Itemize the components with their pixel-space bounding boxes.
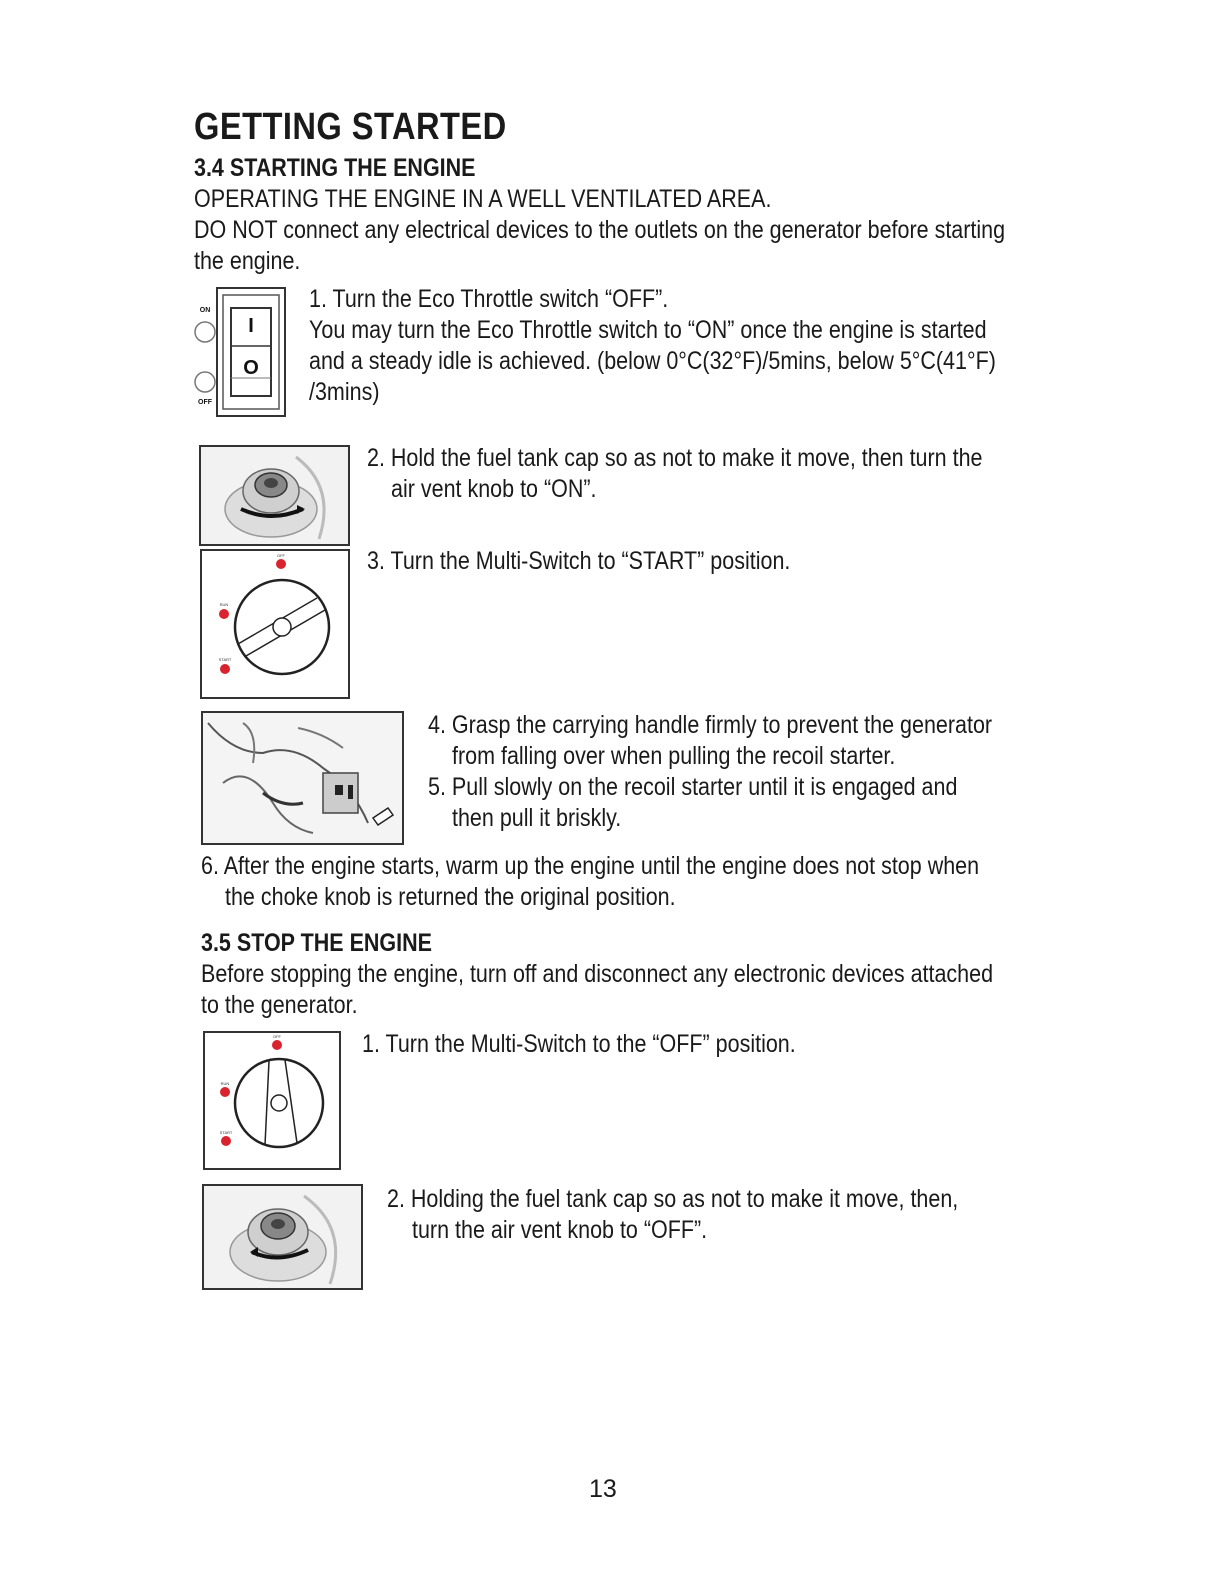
step5-line-1: 5. Pull slowly on the recoil starter until it is engaged and (428, 773, 958, 801)
eco-throttle-switch-figure (193, 286, 289, 418)
turtle-icon (195, 322, 215, 342)
hare-icon (195, 372, 215, 392)
switch-on-label: ON (199, 307, 211, 314)
step1-line-4: /3mins) (309, 378, 380, 406)
dial-start-indicator-2 (221, 1136, 231, 1146)
step5-line-2: then pull it briskly. (452, 804, 622, 832)
step2-line-2: air vent knob to “ON”. (391, 475, 597, 503)
stop-step1-text: 1. Turn the Multi-Switch to the “OFF” position. (362, 1030, 796, 1058)
intro-line-1: OPERATING THE ENGINE IN A WELL VENTILATED AREA. (194, 185, 772, 213)
page-number: 13 (589, 1475, 617, 1503)
dial-off-indicator (276, 559, 286, 569)
dial-off-indicator-2 (272, 1040, 282, 1050)
switch-i-label: I (248, 315, 254, 337)
heading-stop-engine: 3.5 STOP THE ENGINE (201, 929, 433, 957)
stop-intro-line-2: to the generator. (201, 991, 358, 1019)
dial-off-label: OFF (277, 553, 285, 558)
switch-off-label: OFF (198, 399, 212, 406)
dial-run-label: RUN (219, 602, 229, 607)
fuel-cap-off-figure (202, 1184, 363, 1290)
dial-off-label-2: OFF (273, 1034, 281, 1039)
dial-start-indicator (220, 664, 230, 674)
step2-line-1: 2. Hold the fuel tank cap so as not to make it move, then turn the (367, 444, 983, 472)
step3-text: 3. Turn the Multi-Switch to “START” position. (367, 547, 791, 575)
step6-line-2: the choke knob is returned the original position. (225, 883, 676, 911)
switch-o-label: O (243, 357, 259, 379)
stop-intro-line-1: Before stopping the engine, turn off and disconnect any electronic devices attached (201, 960, 994, 988)
intro-line-2: DO NOT connect any electrical devices to the outlets on the generator before starting (194, 216, 1006, 244)
step1-line-1: 1. Turn the Eco Throttle switch “OFF”. (309, 285, 669, 313)
intro-line-3: the engine. (194, 247, 301, 275)
dial-start-label-2: START (219, 1130, 233, 1135)
dial-run-label-2: RUN (220, 1081, 230, 1086)
step6-line-1: 6. After the engine starts, warm up the engine until the engine does not stop when (201, 852, 980, 880)
dial-run-indicator (219, 609, 229, 619)
step4-line-1: 4. Grasp the carrying handle firmly to prevent the generator (428, 711, 993, 739)
step4-line-2: from falling over when pulling the recoil starter. (452, 742, 896, 770)
stop-step2-line-2: turn the air vent knob to “OFF”. (412, 1216, 708, 1244)
dial-start-label: START (218, 657, 232, 662)
section-title: GETTING STARTED (194, 106, 507, 148)
fuel-cap-figure (199, 445, 350, 546)
step1-line-3: and a steady idle is achieved. (below 0°C(32°F)/5mins, below 5°C(41°F) (309, 347, 996, 375)
step1-line-2: You may turn the Eco Throttle switch to “ON” once the engine is started (309, 316, 987, 344)
heading-starting-engine: 3.4 STARTING THE ENGINE (194, 154, 476, 182)
recoil-starter-figure (201, 711, 404, 845)
multi-switch-off-figure (203, 1031, 341, 1170)
dial-run-indicator-2 (220, 1087, 230, 1097)
multi-switch-start-figure (200, 549, 350, 699)
stop-step2-line-1: 2. Holding the fuel tank cap so as not to make it move, then, (387, 1185, 959, 1213)
